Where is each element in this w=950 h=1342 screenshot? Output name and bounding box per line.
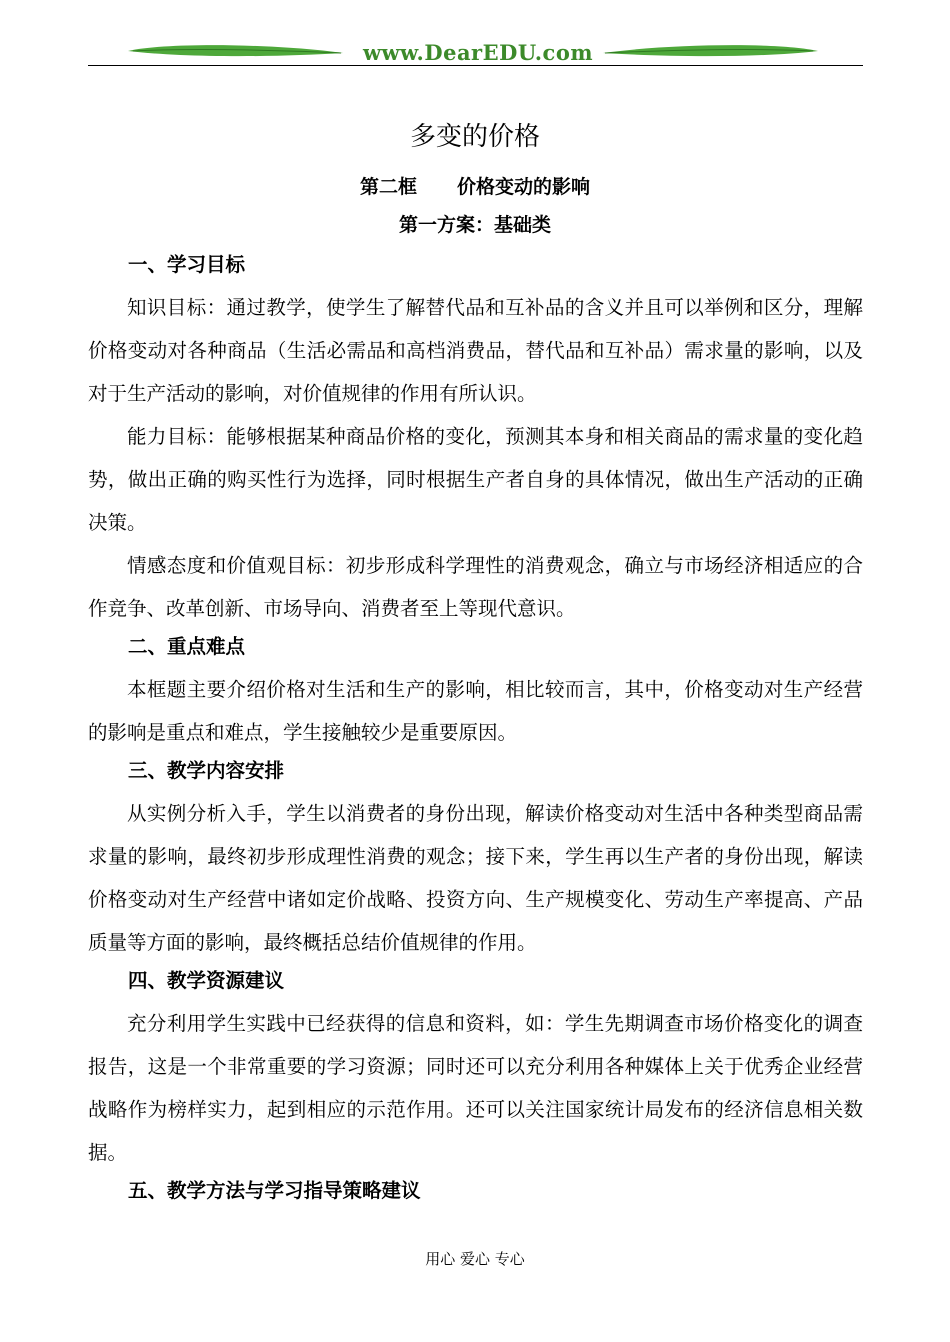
site-logo-text: www.DearEDU.com [362,40,594,65]
section-heading-resources: 四、教学资源建议 [128,969,285,992]
paragraph-content-arrangement: 从实例分析入手，学生以消费者的身份出现，解读价格变动对生活中各种类型商品需求量的影响，最终初步形成理性消费的观念；接下来，学生再以生产者的身份出现，解读价格变动对生产经营中诸如定价战略、投资方向、生产规模变化、劳动生产率提高、产品质量等方面的影响，最终概括总结价值规律的作用。 [88,802,863,954]
document-body [88,248,863,1212]
paragraph-resources: 充分利用学生实践中已经获得的信息和资料，如：学生先期调查市场价格变化的调查报告，这是一个非常重要的学习资源；同时还可以充分利用各种媒体上关于优秀企业经营战略作为榜样实力，起到相应的示范作用。还可以关注国家统计局发布的经济信息相关数据。 [88,1012,863,1164]
section-heading-methods: 五、教学方法与学习指导策略建议 [128,1179,421,1202]
lesson-subtitle [0,172,950,199]
subtitle-part-label: 第二框 [359,176,417,198]
section-heading-key-points: 二、重点难点 [128,635,246,658]
right-leaf-decoration-icon [603,44,818,58]
paragraph-key-points: 本框题主要介绍价格对生活和生产的影响，相比较而言，其中，价格变动对生产经营的影响是重点和难点，学生接触较少是重要原因。 [88,678,863,744]
left-leaf-decoration-icon [128,44,343,58]
document-title: 多变的价格 [409,122,540,152]
page-header [88,38,863,68]
section-heading-goals: 一、学习目标 [128,253,246,276]
paragraph-attitude-goal: 情感态度和价值观目标：初步形成科学理性的消费观念，确立与市场经济相适应的合作竞争、改革创新、市场导向、消费者至上等现代意识。 [88,554,863,620]
paragraph-ability-goal: 能力目标：能够根据某种商品价格的变化，预测其本身和相关商品的需求量的变化趋势，做出正确的购买性行为选择，同时根据生产者自身的具体情况，做出生产活动的正确决策。 [88,425,863,534]
paragraph-knowledge-goal: 知识目标：通过教学，使学生了解替代品和互补品的含义并且可以举例和区分，理解价格变动对各种商品（生活必需品和高档消费品，替代品和互补品）需求量的影响，以及对于生产活动的影响，对价值规律的作用有所认识。 [88,296,863,405]
subtitle-topic: 价格变动的影响 [457,176,591,198]
header-rule [88,65,863,66]
section-heading-content-arrangement: 三、教学内容安排 [128,759,285,782]
page-footer: 用心 爱心 专心 [425,1250,525,1268]
plan-title: 第一方案：基础类 [398,214,551,236]
